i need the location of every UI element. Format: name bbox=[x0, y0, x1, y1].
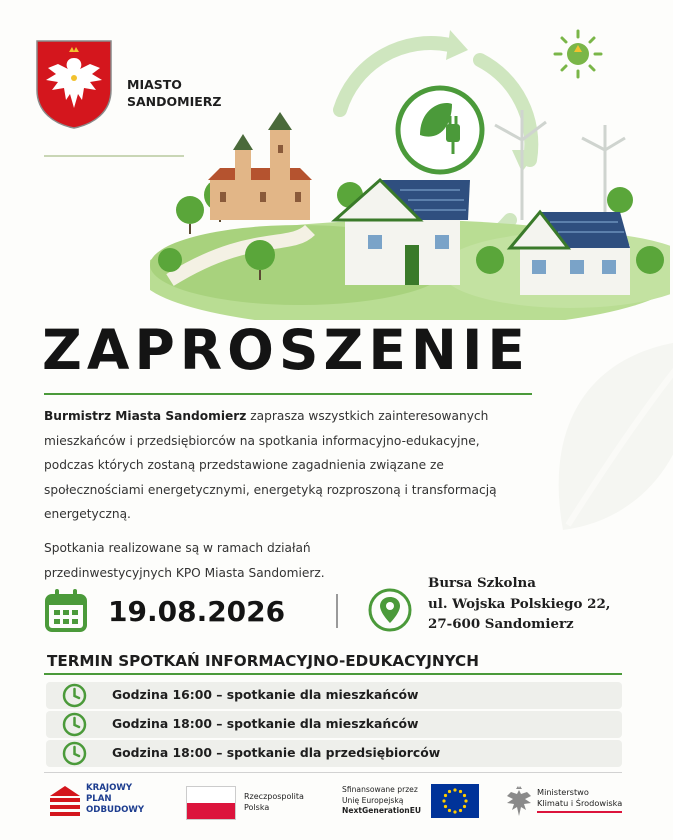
schedule-heading: TERMIN SPOTKAŃ INFORMACYJNO-EDUKACYJNYCH bbox=[47, 652, 479, 670]
place-line-2: ul. Wojska Polskiego 22, bbox=[428, 595, 611, 612]
kpo-line-2: PLAN bbox=[86, 794, 112, 804]
hero-illustration bbox=[150, 20, 670, 320]
city-line-2: SANDOMIERZ bbox=[127, 94, 222, 109]
event-place bbox=[428, 573, 610, 635]
ministry-line-2: Klimatu i Środowiska bbox=[537, 798, 623, 808]
kpo-line-3: ODBUDOWY bbox=[86, 805, 145, 815]
city-line-1: MIASTO bbox=[127, 77, 182, 92]
intro-lead: Burmistrz Miasta Sandomierz bbox=[44, 409, 247, 423]
crest-icon bbox=[34, 38, 114, 130]
eu-line-3: NextGenerationEU bbox=[342, 806, 422, 815]
eu-flag-icon bbox=[431, 784, 479, 818]
eu-line-2: Unię Europejską bbox=[342, 795, 404, 805]
clock-icon bbox=[62, 683, 87, 708]
schedule-item bbox=[46, 682, 622, 709]
date-place-divider bbox=[336, 594, 338, 628]
rp-line-1: Rzeczpospolita bbox=[244, 792, 304, 801]
kpo-note: Spotkania realizowane są w ramach działań przedinwestycyjnych KPO Miasta Sandomierz. bbox=[44, 541, 325, 580]
clock-icon bbox=[62, 712, 87, 737]
kpo-logo-icon bbox=[50, 786, 80, 818]
rp-text bbox=[244, 791, 304, 813]
page-title: ZAPROSZENIE bbox=[42, 318, 530, 382]
eu-funding-text bbox=[342, 785, 421, 817]
clock-icon bbox=[62, 741, 87, 766]
polish-flag-icon bbox=[186, 786, 236, 820]
location-pin-icon bbox=[368, 588, 412, 632]
schedule-item-label: Godzina 18:00 – spotkanie dla przedsiębiorców bbox=[112, 745, 441, 760]
schedule-item-label: Godzina 18:00 – spotkanie dla mieszkańców bbox=[112, 716, 419, 731]
footer-divider bbox=[44, 772, 622, 773]
eu-line-1: Sfinansowane przez bbox=[342, 785, 418, 794]
schedule-item bbox=[46, 740, 622, 767]
polish-eagle-icon bbox=[505, 786, 533, 818]
place-line-1: Bursa Szkolna bbox=[428, 575, 536, 591]
place-line-3: 27-600 Sandomierz bbox=[428, 616, 574, 632]
rp-line-2: Polska bbox=[244, 803, 270, 812]
footer-logos bbox=[0, 780, 673, 830]
kpo-logo-text bbox=[86, 783, 144, 816]
intro-rest: zaprasza wszystkich zainteresowanych mieszkańców i przedsiębiorców na spotkania informacyjno-edukacyjne, podczas których zostaną przedstawione zagadnienia związane ze społecznościami energetycznymi, energetyką rozproszoną i transformacją energetyczną. bbox=[44, 409, 497, 522]
ministry-text bbox=[537, 787, 622, 813]
title-divider bbox=[44, 393, 532, 395]
ministry-line-1: Ministerstwo bbox=[537, 787, 589, 797]
schedule-divider bbox=[44, 673, 622, 675]
kpo-line-1: KRAJOWY bbox=[86, 783, 133, 793]
event-date: 19.08.2026 bbox=[108, 595, 286, 628]
schedule-item-label: Godzina 16:00 – spotkanie dla mieszkańców bbox=[112, 687, 419, 702]
intro-paragraph bbox=[44, 404, 504, 527]
schedule-item bbox=[46, 711, 622, 738]
background-leaf-icon bbox=[533, 330, 673, 560]
calendar-icon bbox=[44, 589, 88, 633]
